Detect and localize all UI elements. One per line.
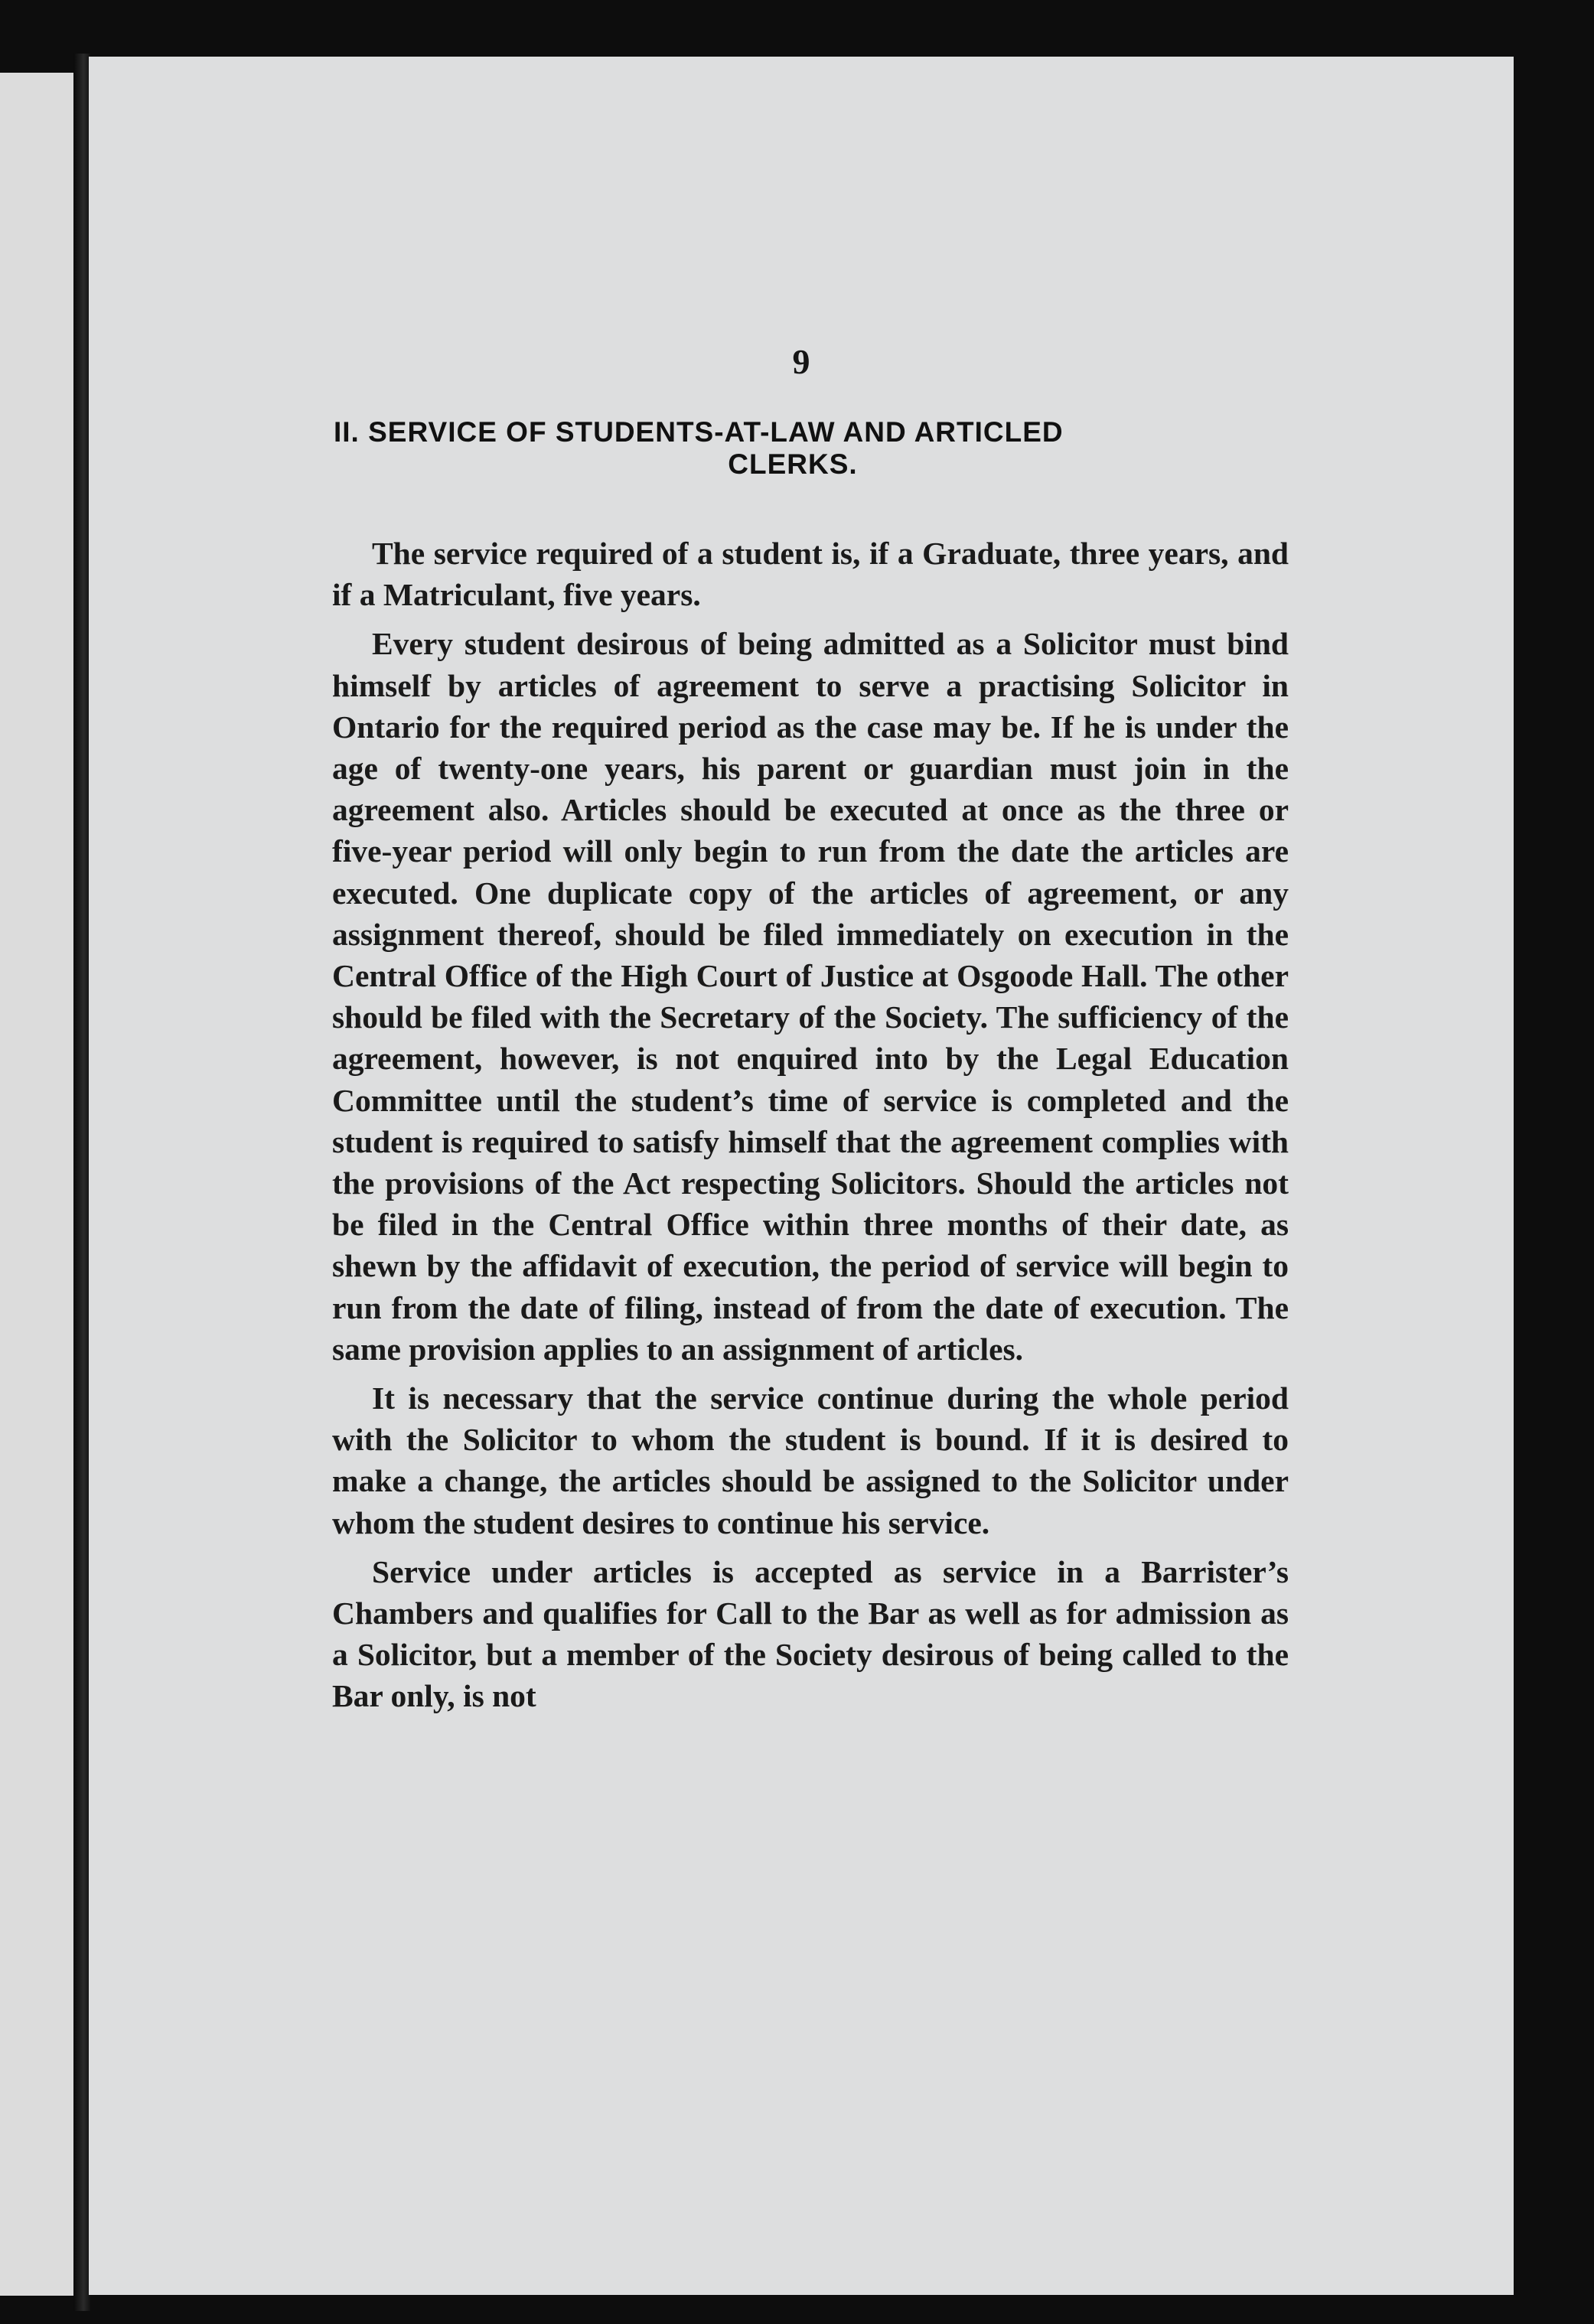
section-heading-line-1: II. SERVICE OF STUDENTS-AT-LAW AND ARTICLED: [334, 416, 1064, 448]
paragraph: It is necessary that the service continue during the whole period with the Solicitor to whom the student is bound. If it is desired to make a change, the articles should be assigned to the Solicitor under whom the student desires to continue his service.: [332, 1380, 1289, 1540]
book-binding-shadow: [73, 54, 90, 2311]
page-number: 9: [792, 342, 810, 381]
body-text: [332, 533, 1289, 1725]
paragraph: Every student desirous of being admitted as a Solicitor must bind himself by articles of agreement to serve a practising Solicitor in Ontario for the required period as the case may be. If he is under the age of twenty-one years, his parent or guardian must join in the agreement also. Articles should be executed at once as the three or five-year period will only begin to run from the date the articles are executed. One duplicate copy of the articles of agreement, or any assignment thereof, should be filed immediately on execution in the Central Office of the High Court of Justice at Osgoode Hall. The other should be filed with the Secretary of the Society. The sufficiency of the agreement, however, is not enquired into by the Legal Education Committee until the student’s time of service is completed and the student is required to satisfy himself that the agreement complies with the provisions of the Act respecting Solicitors. Should the articles not be filed in the Central Office within three months of their date, as shewn by the affidavit of execution, the period of service will begin to run from the date of filing, instead of from the date of execution. The same provision applies to an assignment of articles.: [332, 626, 1289, 1367]
paragraph: Service under articles is accepted as service in a Barrister’s Chambers and qualifies for Call to the Bar as well as for admission as a Solicitor, but a member of the Society desirous of being called to the Bar only, is not: [332, 1553, 1289, 1714]
document-page: [89, 57, 1514, 2295]
facing-page-edge: [0, 73, 73, 2296]
paragraph: The service required of a student is, if a Graduate, three years, and if a Matriculant, five years.: [332, 536, 1289, 613]
section-heading: [334, 416, 1283, 481]
section-heading-line-2: CLERKS.: [728, 448, 858, 480]
